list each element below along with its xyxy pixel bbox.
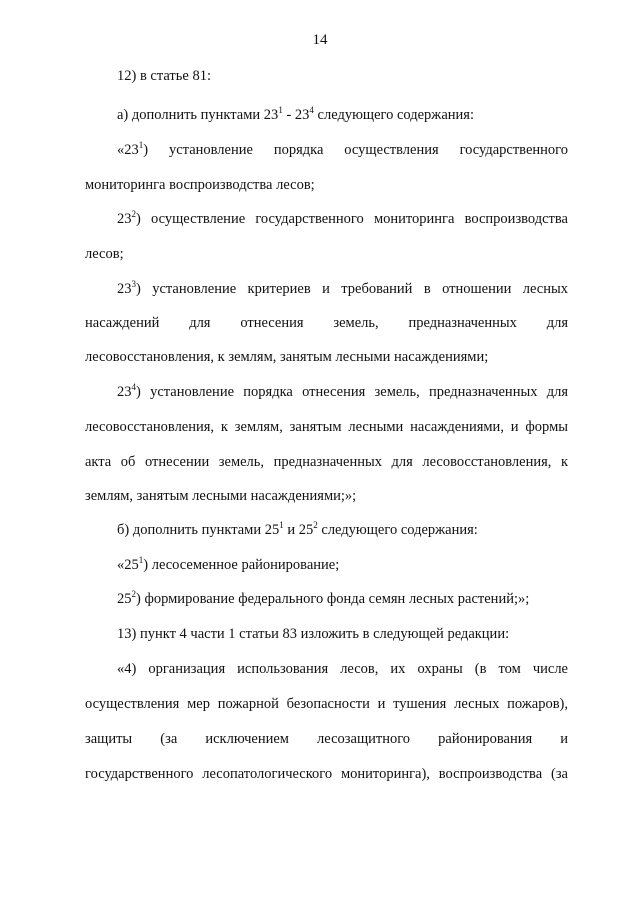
text-segment: 23: [117, 281, 132, 297]
superscript: 4: [131, 382, 136, 393]
text-segment: а) дополнить пунктами 23: [117, 107, 279, 123]
paragraph-line: [85, 314, 568, 332]
paragraph-line: [117, 106, 474, 124]
text-segment: ) осуществление государственного мониторинга воспроизводства: [136, 211, 568, 227]
text-segment: лесовосстановления, к землям, занятым лесными насаждениями, и формы: [85, 419, 568, 435]
paragraph-line: [85, 418, 568, 436]
superscript: 2: [131, 209, 136, 220]
text-segment: ) лесосеменное районирование;: [143, 557, 340, 573]
text-segment: государственного лесопатологического мониторинга), воспроизводства (за: [85, 766, 568, 782]
paragraph-line: [117, 67, 211, 85]
text-segment: акта об отнесении земель, предназначенных для лесовосстановления, к: [85, 454, 568, 470]
page-number: 14: [312, 32, 328, 48]
text-segment: защиты (за исключением лесозащитного районирования и: [85, 731, 568, 747]
paragraph-line: [117, 210, 568, 228]
paragraph-line: [117, 660, 568, 678]
text-segment: землям, занятым лесными насаждениями;»;: [85, 488, 357, 504]
text-segment: лесовосстановления, к землям, занятым лесными насаждениями;: [85, 349, 489, 365]
paragraph-line: [85, 348, 568, 366]
paragraph-line: [85, 176, 568, 194]
paragraph-line: [85, 487, 568, 505]
superscript: 4: [309, 105, 314, 116]
paragraph-line: [85, 245, 568, 263]
text-segment: ) установление критериев и требований в отношении лесных: [136, 281, 568, 297]
text-segment: «23: [117, 142, 139, 158]
text-segment: ) установление порядка отнесения земель, предназначенных для: [136, 384, 568, 400]
superscript: 1: [279, 520, 284, 531]
superscript: 1: [138, 140, 144, 151]
paragraph-line: [117, 521, 478, 539]
superscript: 2: [131, 589, 136, 600]
text-segment: ) формирование федерального фонда семян лесных растений;»;: [136, 591, 530, 607]
text-segment: мониторинга воспроизводства лесов;: [85, 177, 315, 193]
paragraph-line: [117, 590, 529, 608]
paragraph-line: [117, 556, 339, 574]
superscript: 1: [138, 555, 144, 566]
text-segment: ) установление порядка осуществления государственного: [143, 142, 568, 158]
paragraph-line: [117, 280, 568, 298]
text-segment: следующего содержания:: [317, 522, 478, 538]
superscript: 2: [313, 520, 318, 531]
text-segment: «4) организация использования лесов, их охраны (в том числе: [117, 661, 568, 677]
paragraph-line: [85, 695, 568, 713]
text-segment: 23: [117, 211, 132, 227]
text-segment: 25: [117, 591, 132, 607]
text-segment: следующего содержания:: [313, 107, 474, 123]
text-segment: лесов;: [85, 246, 124, 262]
text-segment: осуществления мер пожарной безопасности и тушения лесных пожаров),: [85, 696, 568, 712]
text-segment: б) дополнить пунктами 25: [117, 522, 280, 538]
text-segment: насаждений для отнесения земель, предназначенных для: [85, 315, 568, 331]
text-segment: 23: [117, 384, 132, 400]
paragraph-line: [85, 730, 568, 748]
text-segment: 13) пункт 4 части 1 статьи 83 изложить в следующей редакции:: [117, 626, 510, 642]
text-segment: и 25: [283, 522, 314, 538]
paragraph-line: [117, 625, 509, 643]
paragraph-line: [117, 141, 568, 159]
superscript: 3: [131, 279, 136, 290]
paragraph-line: [85, 453, 568, 471]
paragraph-line: [85, 765, 568, 783]
text-segment: - 23: [282, 107, 310, 123]
paragraph-line: [117, 383, 568, 401]
superscript: 1: [278, 105, 283, 116]
text-segment: «25: [117, 557, 139, 573]
text-segment: 12) в статье 81:: [117, 68, 211, 84]
